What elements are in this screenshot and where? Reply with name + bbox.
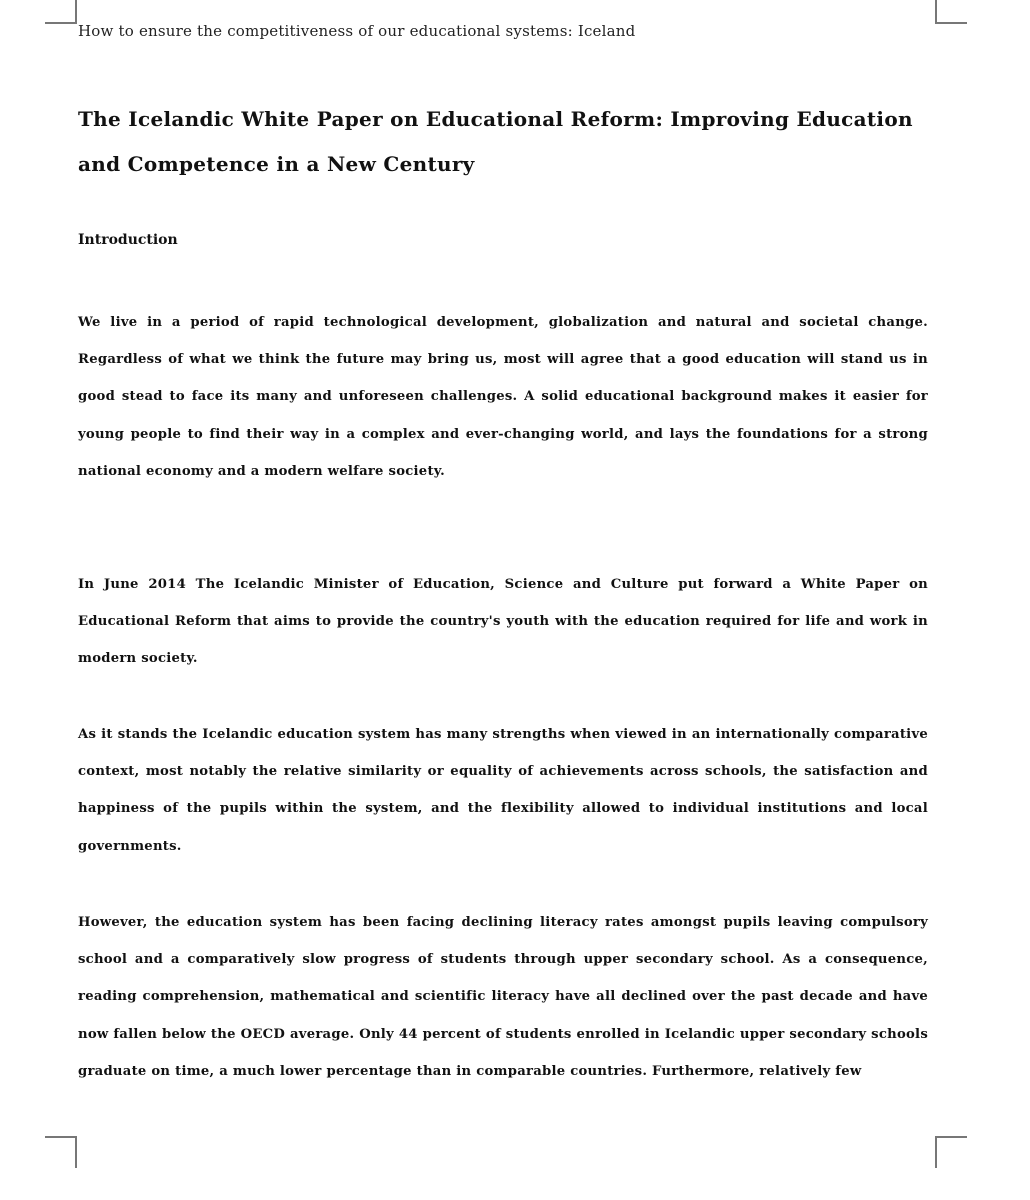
paragraph-1: We live in a period of rapid technological development, globalization and natural and societal change. Regardless of what we think the future may bring us, most will agree that a good education will stand us in good stead to face its many and unforeseen challenges. A solid educational background makes it easier for young people to find their way in a complex and ever-changing world, and lays the foundations for a strong national economy and a modern welfare society.	[78, 315, 928, 479]
paragraph-4: However, the education system has been facing declining literacy rates amongst pupils leaving compulsory school and a comparatively slow progress of students through upper secondary school. As a consequence, reading comprehension, mathematical and scientific literacy have all declined over the past decade and have now fallen below the OECD average. Only 44 percent of students enrolled in Icelandic upper secondary schools graduate on time, a much lower percentage than in comparable countries. Furthermore, relatively few	[78, 915, 928, 1079]
paragraph-2: In June 2014 The Icelandic Minister of Education, Science and Culture put forward a White Paper on Educational Reform that aims to provide the country's youth with the education required for life and work in modern society.	[78, 577, 928, 667]
crop-mark-bottom-left	[45, 1136, 77, 1168]
crop-mark-top-right	[935, 0, 967, 24]
paragraph-3: As it stands the Icelandic education system has many strengths when viewed in an internationally comparative context, most notably the relative similarity or equality of achievements across schools, the satisfaction and happiness of the pupils within the system, and the flexibility allowed to individual institutions and local governments.	[78, 727, 928, 854]
crop-mark-bottom-right	[935, 1136, 967, 1168]
crop-mark-top-left	[45, 0, 77, 24]
running-header: How to ensure the competitiveness of our educational systems: Iceland	[78, 22, 636, 40]
section-heading-introduction: Introduction	[78, 232, 178, 248]
document-title: The Icelandic White Paper on Educational Reform: Improving Education and Competence in a New Century	[78, 107, 913, 176]
